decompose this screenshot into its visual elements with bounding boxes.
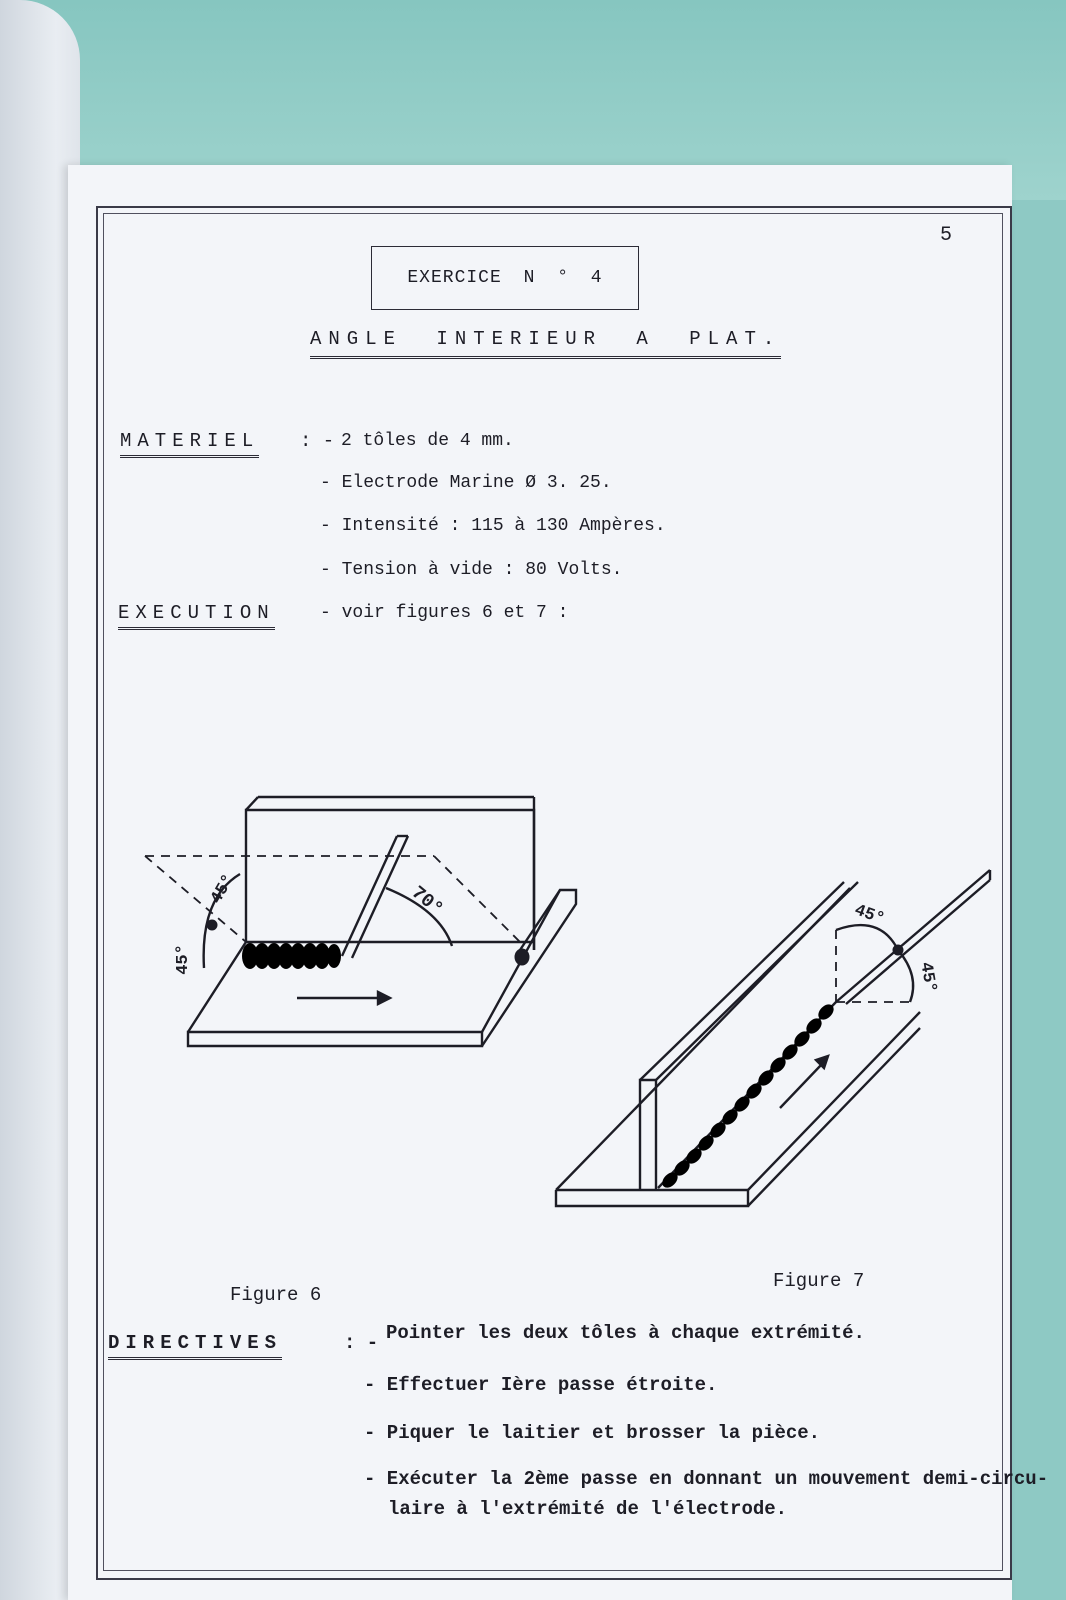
- directive-item-2: - Effectuer Ière passe étroite.: [364, 1374, 718, 1396]
- directives-separator: : -: [344, 1332, 379, 1354]
- page-number: 5: [940, 224, 953, 247]
- figure-6-caption: Figure 6: [230, 1284, 322, 1306]
- figure-7-caption: Figure 7: [773, 1270, 865, 1292]
- fig6-angle-top: 45°: [207, 871, 240, 908]
- execution-label: EXECUTION: [118, 602, 275, 630]
- exercise-title-text: EXERCICE N ° 4: [407, 268, 603, 288]
- directive-item-1: Pointer les deux tôles à chaque extrémité.: [386, 1322, 865, 1344]
- directives-label: DIRECTIVES: [108, 1332, 282, 1360]
- materiel-item-3: - Intensité : 115 à 130 Ampères.: [320, 516, 666, 536]
- materiel-label: MATERIEL: [120, 430, 259, 458]
- subtitle: ANGLE INTERIEUR A PLAT.: [310, 328, 781, 359]
- materiel-item-1: 2 tôles de 4 mm.: [341, 431, 514, 451]
- fig7-direction-arrow: [780, 1064, 822, 1108]
- fig6-angle-electrode: 70°: [406, 881, 448, 921]
- fig6-angle-bottom: 45°: [173, 944, 193, 975]
- fig7-weld-bead: [659, 1001, 836, 1190]
- fig7-angle-side: 45°: [915, 960, 940, 995]
- directive-item-4: - Exécuter la 2ème passe en donnant un mouvement demi-circu-: [364, 1468, 1049, 1490]
- materiel-item-2: - Electrode Marine Ø 3. 25.: [320, 473, 612, 493]
- fig7-arc-top: [836, 925, 898, 950]
- materiel-item-4: - Tension à vide : 80 Volts.: [320, 560, 623, 580]
- fig7-base-plate: [556, 1190, 748, 1206]
- fig7-angle-top: 45°: [851, 901, 887, 930]
- execution-text: - voir figures 6 et 7 :: [320, 603, 569, 623]
- directive-item-5: laire à l'extrémité de l'électrode.: [388, 1498, 788, 1520]
- materiel-separator: : -: [300, 430, 335, 452]
- directive-item-3: - Piquer le laitier et brosser la pièce.: [364, 1422, 821, 1444]
